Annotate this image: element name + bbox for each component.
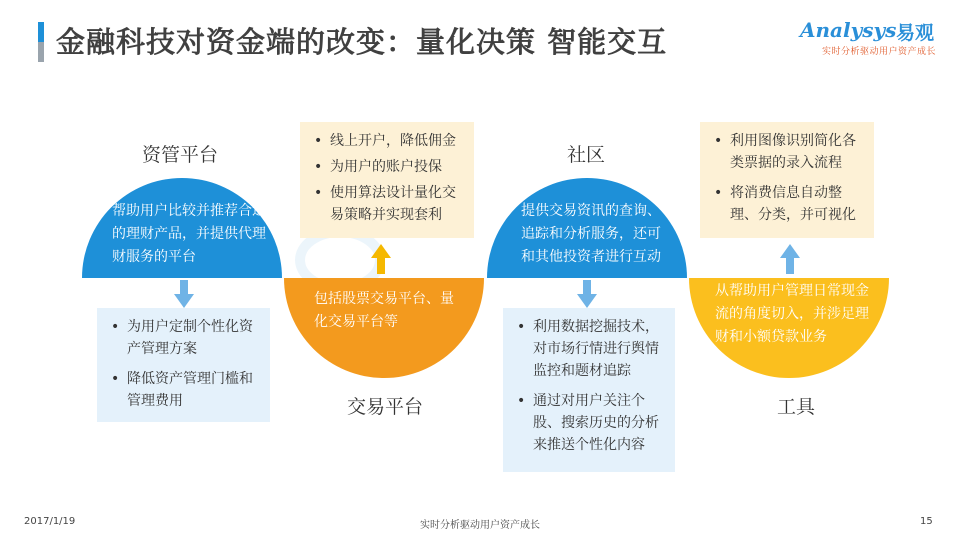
asset-platform-features	[97, 308, 270, 422]
trading-platform-description: 包括股票交易平台、量化交易平台等	[314, 291, 454, 330]
community-description: 提供交易资讯的查询、追踪和分析服务，还可和其他投资者进行互动	[521, 203, 661, 265]
list-item: • 通过对用户关注个股、搜索历史的分析来推送个性化内容	[515, 390, 665, 456]
list-item: • 利用图像识别简化各类票据的录入流程	[712, 130, 864, 174]
footer-center-text: 实时分析驱动用户资产成长	[420, 520, 540, 531]
arrow-down-icon	[174, 280, 194, 310]
analysys-logo	[800, 18, 940, 58]
logo-cn: 易观	[896, 22, 935, 44]
list-item: • 为用户的账户投保	[312, 156, 464, 178]
logo-slogan: 实时分析驱动用户资产成长	[822, 47, 937, 57]
heading-tools: 工具	[776, 396, 815, 418]
heading-asset-platform: 资管平台	[141, 144, 218, 166]
tools-features	[700, 122, 874, 238]
list-item: • 使用算法设计量化交易策略并实现套利	[312, 182, 464, 226]
title-accent-bar	[38, 22, 44, 62]
list-item: • 将消费信息自动整理、分类，并可视化	[712, 182, 864, 226]
tools-description: 从帮助用户管理日常现金流的角度切入，并涉足理财和小额贷款业务	[715, 283, 869, 345]
list-item: • 降低资产管理门槛和管理费用	[109, 368, 260, 412]
asset-platform-description: 帮助用户比较并推荐合适的理财产品，并提供代理财服务的平台	[112, 203, 266, 265]
arrow-up-icon	[371, 244, 391, 274]
tools-semicircle	[689, 278, 889, 378]
arrow-down-icon	[577, 280, 597, 310]
arrow-up-icon	[780, 244, 800, 274]
trading-platform-semicircle	[284, 278, 484, 378]
footer-page-number: 15	[920, 516, 933, 527]
trading-platform-features	[300, 122, 474, 238]
list-item: • 为用户定制个性化资产管理方案	[109, 316, 260, 360]
heading-community: 社区	[566, 144, 605, 166]
page-title: 金融科技对资金端的改变：量化决策 智能交互	[56, 25, 668, 59]
footer-date: 2017/1/19	[24, 516, 76, 527]
heading-trading-platform: 交易平台	[346, 396, 423, 418]
logo-word: Analysys	[800, 18, 897, 42]
asset-platform-semicircle	[82, 178, 282, 278]
list-item: • 利用数据挖掘技术，对市场行情进行舆情监控和题材追踪	[515, 316, 665, 382]
community-features	[503, 308, 675, 472]
list-item: • 线上开户，降低佣金	[312, 130, 464, 152]
